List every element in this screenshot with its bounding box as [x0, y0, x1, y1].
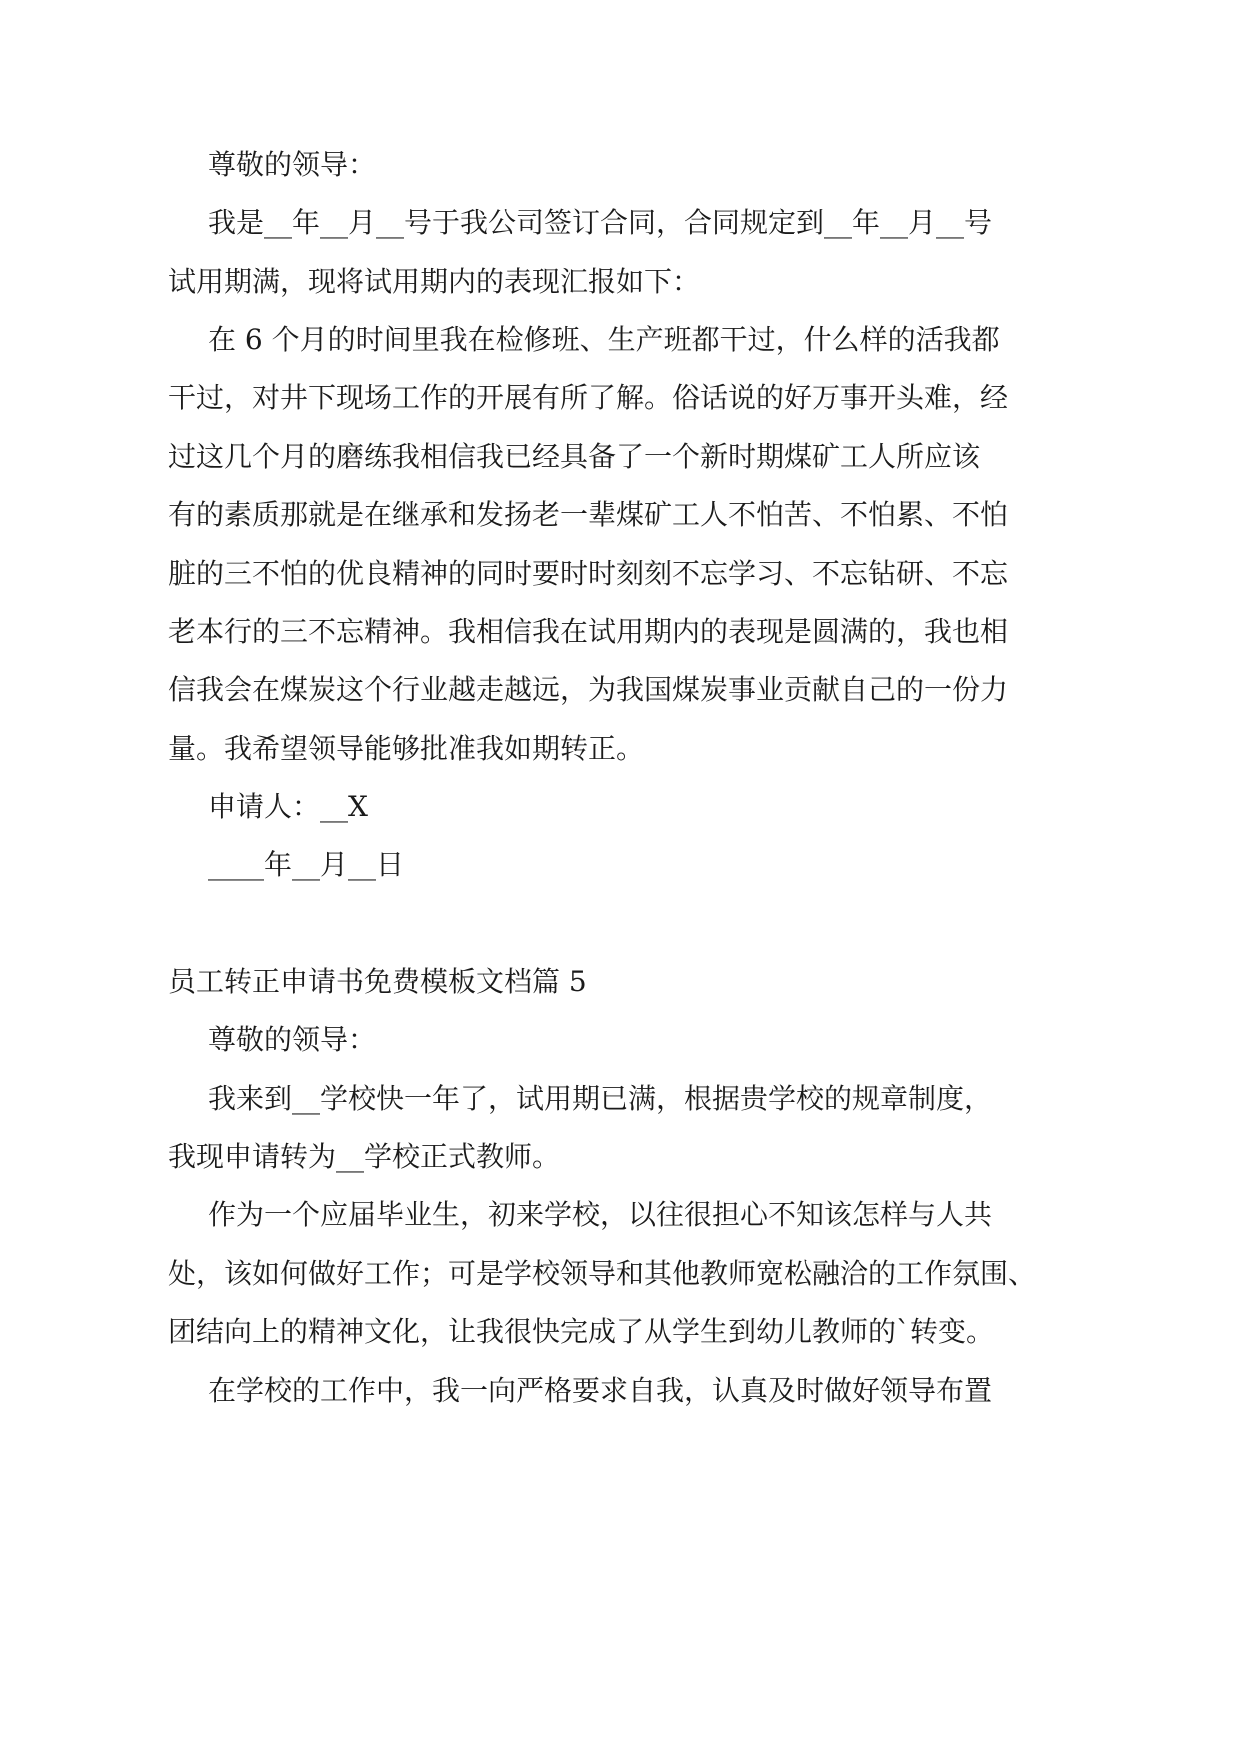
paragraph-line: 试用期满，现将试用期内的表现汇报如下：	[168, 265, 701, 298]
paragraph-line: 处，该如何做好工作；可是学校领导和其他教师宽松融洽的工作氛围、	[168, 1257, 1037, 1290]
paragraph-line: 脏的三不怕的优良精神的同时要时时刻刻不忘学习、不忘钻研、不忘	[168, 557, 1009, 590]
applicant-line: 申请人：__X	[208, 790, 368, 823]
paragraph-line: 我是__年__月__号于我公司签订合同，合同规定到__年__月__号	[208, 206, 993, 239]
paragraph-line: 在学校的工作中，我一向严格要求自我，认真及时做好领导布置	[208, 1374, 993, 1407]
paragraph-line: 信我会在煤炭这个行业越走越远，为我国煤炭事业贡献自己的一份力	[168, 673, 1009, 706]
salutation: 尊敬的领导：	[208, 148, 377, 181]
paragraph-line: 团结向上的精神文化，让我很快完成了从学生到幼儿教师的`转变。	[168, 1315, 995, 1348]
paragraph-line: 老本行的三不忘精神。我相信我在试用期内的表现是圆满的，我也相	[168, 615, 1009, 648]
paragraph-line: 我来到__学校快一年了，试用期已满，根据贵学校的规章制度，	[208, 1082, 993, 1115]
paragraph-line: 作为一个应届毕业生，初来学校，以往很担心不知该怎样与人共	[208, 1198, 993, 1231]
paragraph-line: 干过，对井下现场工作的开展有所了解。俗话说的好万事开头难，经	[168, 381, 1009, 414]
paragraph-line: 过这几个月的磨练我相信我已经具备了一个新时期煤矿工人所应该	[168, 440, 981, 473]
paragraph-line: 我现申请转为__学校正式教师。	[168, 1140, 561, 1173]
paragraph-line: 在 6 个月的时间里我在检修班、生产班都干过，什么样的活我都	[208, 323, 1000, 356]
paragraph-line: 量。我希望领导能够批准我如期转正。	[168, 732, 645, 765]
salutation: 尊敬的领导：	[208, 1023, 377, 1056]
section-title: 员工转正申请书免费模板文档篇 5	[168, 965, 587, 998]
date-line: ____年__月__日	[208, 848, 405, 881]
paragraph-line: 有的素质那就是在继承和发扬老一辈煤矿工人不怕苦、不怕累、不怕	[168, 498, 1009, 531]
